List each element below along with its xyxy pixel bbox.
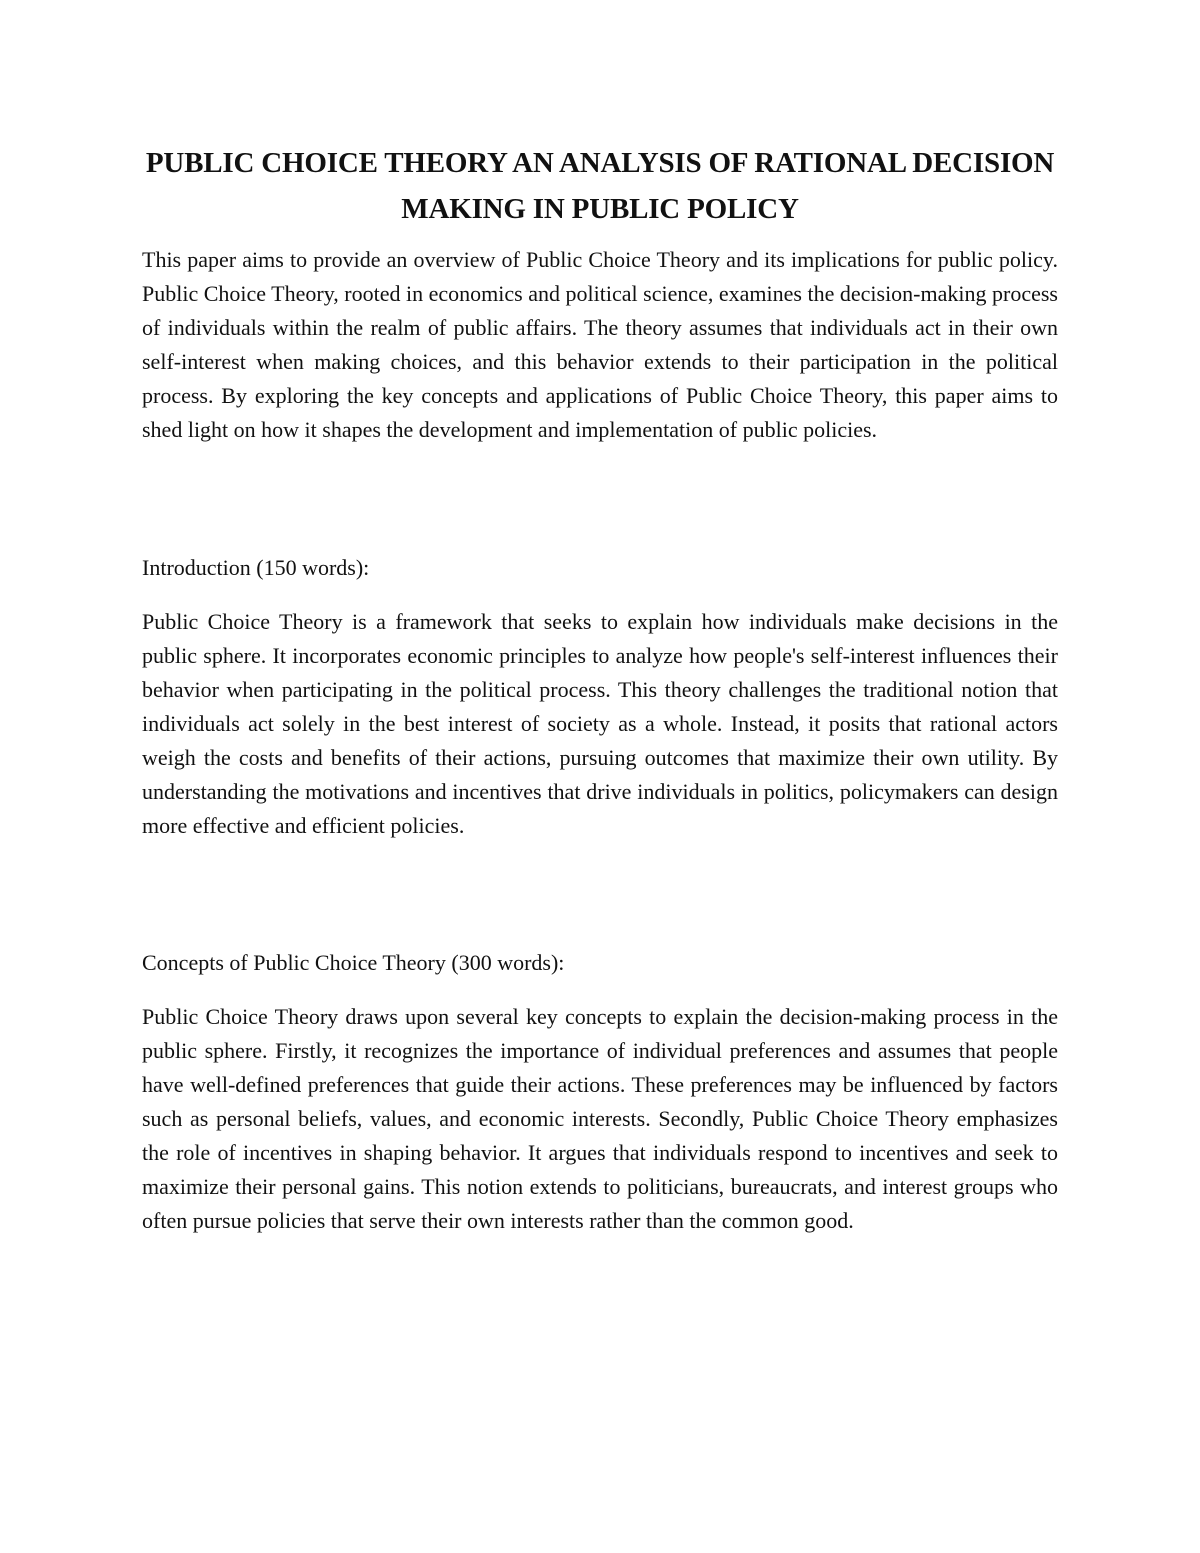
concepts-paragraph: Public Choice Theory draws upon several key concepts to explain the decision-making process in the public sphere. Firstly, it recognizes the importance of individual preferences and assumes that people have well-defined preferences that guide their actions. These preferences may be influenced by factors such as personal beliefs, values, and economic interests. Secondly, Public Choice Theory emphasizes the role of incentives in shaping behavior. It argues that individuals respond to incentives and seek to maximize their personal gains. This notion extends to politicians, bureaucrats, and interest groups who often pursue policies that serve their own interests rather than the common good. <box>142 1004 1058 1233</box>
introduction-heading: Introduction (150 words): <box>142 555 370 580</box>
concepts-heading: Concepts of Public Choice Theory (300 words): <box>142 950 565 975</box>
document-title: PUBLIC CHOICE THEORY AN ANALYSIS OF RATIONAL DECISION MAKING IN PUBLIC POLICY <box>145 147 1055 225</box>
abstract-paragraph: This paper aims to provide an overview of Public Choice Theory and its implications for public policy. Public Choice Theory, rooted in economics and political science, examines the decision-making process of individuals within the realm of public affairs. The theory assumes that individuals act in their own self-interest when making choices, and this behavior extends to their participation in the political process. By exploring the key concepts and applications of Public Choice Theory, this paper aims to shed light on how it shapes the development and implementation of public policies. <box>142 247 1058 442</box>
introduction-paragraph: Public Choice Theory is a framework that seeks to explain how individuals make decisions in the public sphere. It incorporates economic principles to analyze how people's self-interest influences their behavior when participating in the political process. This theory challenges the traditional notion that individuals act solely in the best interest of society as a whole. Instead, it posits that rational actors weigh the costs and benefits of their actions, pursuing outcomes that maximize their own utility. By understanding the motivations and incentives that drive individuals in politics, policymakers can design more effective and efficient policies. <box>142 609 1058 838</box>
